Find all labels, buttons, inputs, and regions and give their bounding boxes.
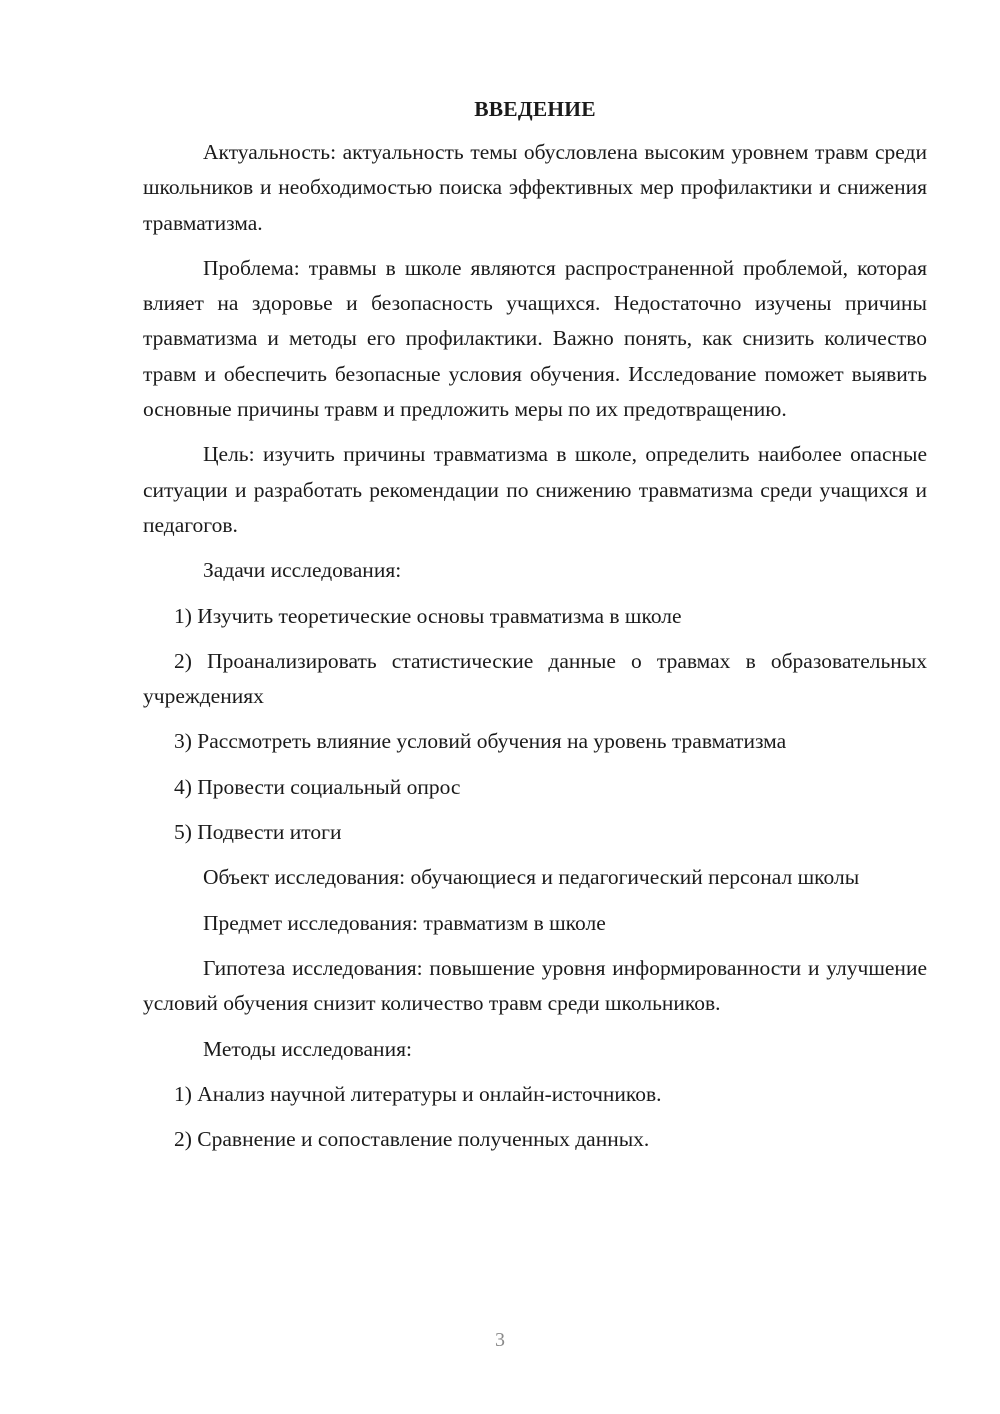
task-item-2: 2) Проанализировать статистические данные о травмах в образовательных учреждениях — [143, 648, 927, 709]
method-item-1: 1) Анализ научной литературы и онлайн-источников. — [174, 1081, 662, 1106]
methods-heading: Методы исследования: — [203, 1036, 412, 1061]
subject-paragraph: Предмет исследования: травматизм в школе — [203, 910, 606, 935]
hypothesis-paragraph: Гипотеза исследования: повышение уровня информированности и улучшение условий обучения снизит количество травм среди школьников. — [143, 955, 927, 1016]
object-paragraph: Объект исследования: обучающиеся и педагогический персонал школы — [203, 865, 860, 890]
problem-paragraph: Проблема: травмы в школе являются распространенной проблемой, которая влияет на здоровье и безопасность учащихся. Недостаточно изучены причины травматизма и методы его профилактики. Важно понять, как снизить количество травм и обеспечить безопасные условия обучения. Исследование поможет выявить основные причины травм и предложить меры по их предотвращению. — [143, 255, 927, 422]
page-number: 3 — [495, 1329, 505, 1351]
tasks-heading: Задачи исследования: — [203, 558, 402, 583]
method-item-2: 2) Сравнение и сопоставление полученных данных. — [174, 1127, 650, 1152]
task-item-1: 1) Изучить теоретические основы травматизма в школе — [174, 603, 682, 628]
relevance-paragraph: Актуальность: актуальность темы обусловлена высоким уровнем травм среди школьников и необходимостью поиска эффективных мер профилактики и снижения травматизма. — [143, 140, 927, 235]
document-page — [143, 92, 927, 1167]
task-item-5: 5) Подвести итоги — [174, 820, 342, 845]
task-item-3: 3) Рассмотреть влияние условий обучения на уровень травматизма — [174, 729, 787, 754]
goal-paragraph: Цель: изучить причины травматизма в школе, определить наиболее опасные ситуации и разработать рекомендации по снижению травматизма среди учащихся и педагогов. — [143, 442, 927, 537]
section-title: ВВЕДЕНИЕ — [474, 97, 596, 121]
task-item-4: 4) Провести социальный опрос — [174, 774, 461, 799]
